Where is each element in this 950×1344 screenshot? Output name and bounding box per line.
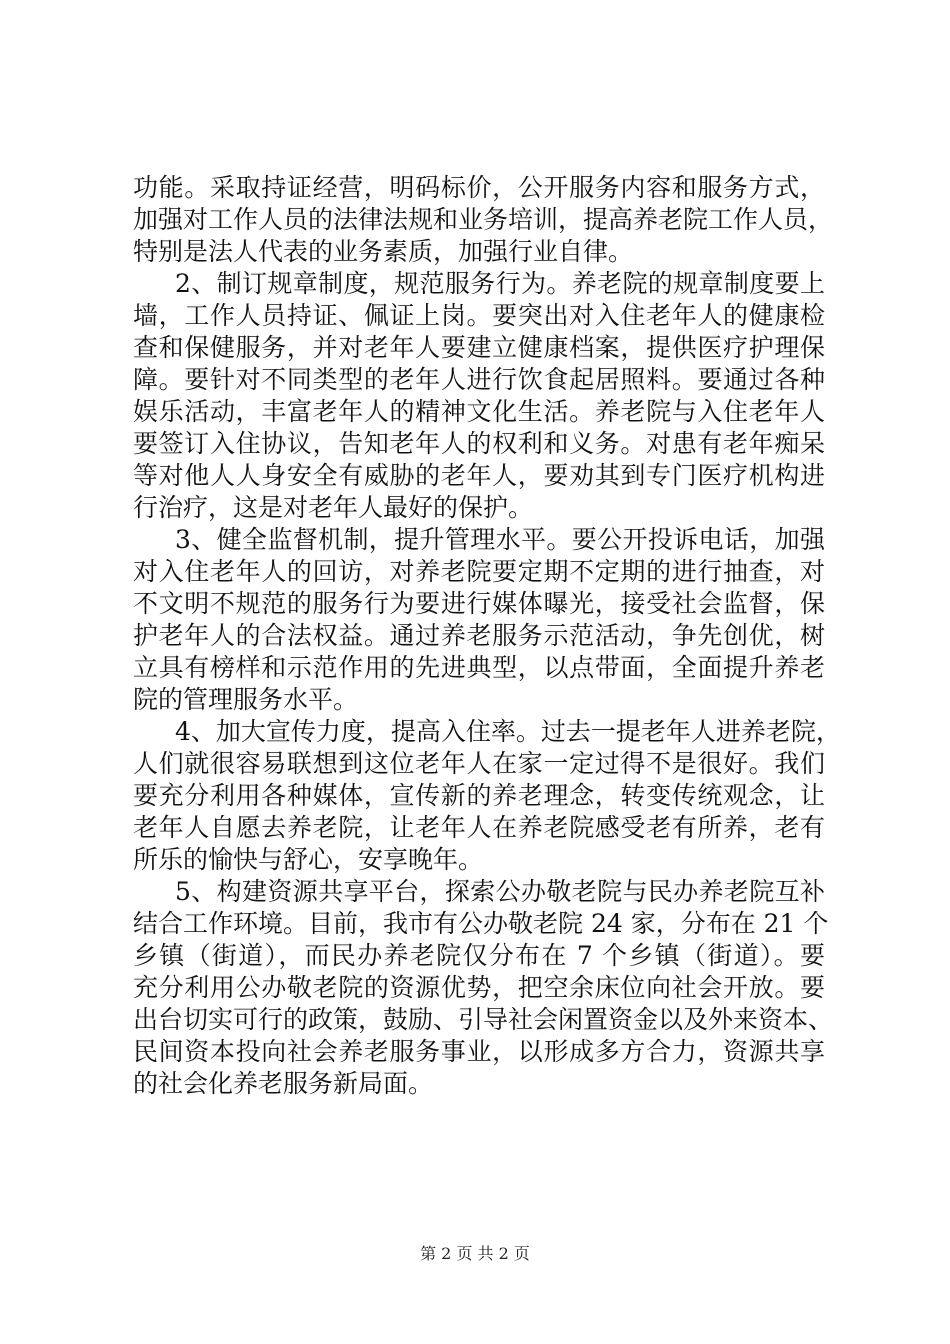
text-line: 要签订入住协议，告知老年人的权利和义务。对患有老年痴呆 xyxy=(133,429,825,458)
text-line: 院的管理服务水平。 xyxy=(133,685,359,714)
text-line: 出台切实可行的政策，鼓励、引导社会闲置资金以及外来资本、 xyxy=(133,1005,834,1034)
text-line: 功能。采取持证经营，明码标价，公开服务内容和服务方式， xyxy=(133,173,825,202)
text-line: 的社会化养老服务新局面。 xyxy=(133,1069,434,1098)
text-line: 充分利用公办敬老院的资源优势，把空余床位向社会开放。要 xyxy=(133,973,825,1002)
text-line: 娱乐活动，丰富老年人的精神文化生活。养老院与入住老年人 xyxy=(133,397,825,426)
text-line: 不文明不规范的服务行为要进行媒体曝光，接受社会监督，保 xyxy=(133,589,825,618)
paragraph-5-first-line: 5、构建资源共享平台，探索公办敬老院与民办养老院互补 xyxy=(175,877,825,906)
text-line: 障。要针对不同类型的老年人进行饮食起居照料。要通过各种 xyxy=(133,365,825,394)
page-number-footer: 第 2 页 共 2 页 xyxy=(420,1244,530,1263)
text-line: 乡镇（街道），而民办养老院仅分布在 7 个乡镇（街道）。要 xyxy=(133,941,825,970)
document-body xyxy=(133,172,841,1100)
text-line: 查和保健服务，并对老年人要建立健康档案，提供医疗护理保 xyxy=(133,333,825,362)
text-line: 护老年人的合法权益。通过养老服务示范活动，争先创优，树 xyxy=(133,621,825,650)
text-line: 所乐的愉快与舒心，安享晚年。 xyxy=(133,845,484,874)
text-line: 民间资本投向社会养老服务事业，以形成多方合力，资源共享 xyxy=(133,1037,825,1066)
paragraph-3-first-line: 3、健全监督机制，提升管理水平。要公开投诉电话，加强 xyxy=(175,525,825,554)
text-line: 行治疗，这是对老年人最好的保护。 xyxy=(133,493,534,522)
text-line: 特别是法人代表的业务素质，加强行业自律。 xyxy=(133,237,634,266)
text-line: 人们就很容易联想到这位老年人在家一定过得不是很好。我们 xyxy=(133,749,825,778)
text-line: 墙，工作人员持证、佩证上岗。要突出对入住老年人的健康检 xyxy=(133,301,825,330)
text-line: 老年人自愿去养老院，让老年人在养老院感受老有所养，老有 xyxy=(133,813,825,842)
text-line: 等对他人人身安全有威胁的老年人，要劝其到专门医疗机构进 xyxy=(133,461,825,490)
text-line: 要充分利用各种媒体，宣传新的养老理念，转变传统观念，让 xyxy=(133,781,825,810)
text-line: 结合工作环境。目前，我市有公办敬老院 24 家，分布在 21 个 xyxy=(133,909,829,938)
paragraph-4-first-line: 4、加大宣传力度，提高入住率。过去一提老年人进养老院， xyxy=(175,717,841,746)
text-line: 对入住老年人的回访，对养老院要定期不定期的进行抽查，对 xyxy=(133,557,825,586)
paragraph-2-first-line: 2、制订规章制度，规范服务行为。养老院的规章制度要上 xyxy=(175,269,825,298)
text-line: 立具有榜样和示范作用的先进典型，以点带面，全面提升养老 xyxy=(133,653,825,682)
text-line: 加强对工作人员的法律法规和业务培训，提高养老院工作人员， xyxy=(133,205,834,234)
